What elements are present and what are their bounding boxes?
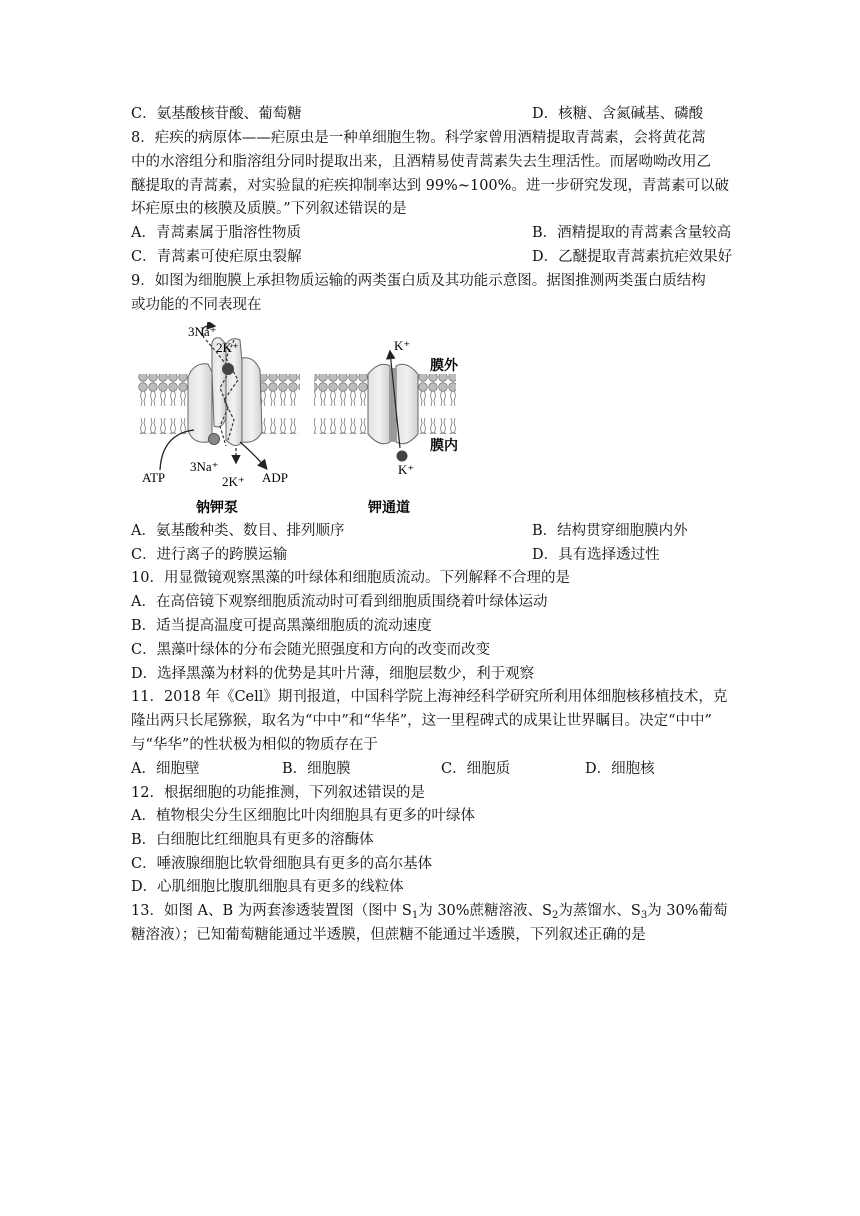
channel-caption: 钾通道 [368, 500, 410, 516]
pump-bottom-k-label: 2K⁺ [222, 474, 245, 489]
q8-option-b: B．酒精提取的青蒿素含量较高 [532, 225, 732, 241]
q8-stem-line-1: 8．疟疾的病原体——疟原虫是一种单细胞生物。科学家曾用酒精提取青蒿素，会将黄花蒿 [131, 130, 706, 146]
q8-stem-line-2: 中的水溶组分和脂溶组分同时提取出来，且酒精易使青蒿素失去生理活性。而屠呦呦改用乙 [131, 154, 711, 170]
q8-stem-line-4: 坏疟原虫的核膜及质膜。”下列叙述错误的是 [131, 201, 407, 217]
q12-option-b: B．白细胞比红细胞具有更多的溶酶体 [131, 832, 374, 848]
q10-stem: 10．用显微镜观察黑藻的叶绿体和细胞质流动。下列解释不合理的是 [131, 570, 570, 586]
q13-stem-line-2: 糖溶液）；已知葡萄糖能通过半透膜，但蔗糖不能通过半透膜，下列叙述正确的是 [131, 927, 646, 943]
q11-option-b: B．细胞膜 [282, 761, 351, 777]
q9-option-d: D．具有选择透过性 [532, 547, 660, 563]
q8-option-c: C．青蒿素可使疟原虫裂解 [131, 249, 302, 265]
q12-option-d: D．心肌细胞比腹肌细胞具有更多的线粒体 [131, 879, 404, 895]
q9-options-row-2 [131, 545, 660, 565]
outside-label: 膜外 [430, 358, 458, 374]
adp-label: ADP [262, 470, 289, 485]
pump-top-na-label: 3Na⁺ [188, 324, 217, 339]
q9-options-row-1 [131, 521, 688, 541]
potassium-ion-icon [222, 363, 234, 375]
q13-stem-line-1: 13．如图 A、B 为两套渗透装置图（图中 $S_1$为 30%蔗糖溶液、$S_2$为蒸馏水、$S_3$为 30%葡萄 [131, 903, 728, 921]
q10-option-c: C．黑藻叶绿体的分布会随光照强度和方向的改变而改变 [131, 642, 491, 658]
q10-option-d: D．选择黑藻为材料的优势是其叶片薄，细胞层数少，利于观察 [131, 666, 535, 682]
channel-potassium-ion-icon [397, 451, 408, 462]
lipid-bilayer-left-inner [260, 374, 300, 434]
sodium-ion-icon [209, 434, 220, 445]
membrane-diagram [128, 322, 488, 518]
pump-top-k-label: 2K⁺ [216, 340, 239, 355]
q11-option-a: A．细胞壁 [131, 761, 200, 777]
lipid-bilayer-right-outer [314, 374, 368, 434]
lipid-bilayer-left-outer [138, 374, 196, 434]
q12-stem: 12．根据细胞的功能推测，下列叙述错误的是 [131, 785, 425, 801]
pump-bottom-na-label: 3Na⁺ [190, 459, 219, 474]
q11-option-d: D．细胞核 [585, 761, 655, 777]
q11-options-row [131, 759, 655, 779]
q11-stem-line-1: 11．2018 年《Cell》期刊报道，中国科学院上海神经科学研究所利用体细胞核移植技术，克 [131, 689, 728, 705]
inside-label: 膜内 [430, 438, 458, 454]
membrane-transport-figure [128, 322, 488, 518]
q7-option-d: D．核糖、含氮碱基、磷酸 [532, 106, 704, 122]
q8-option-d: D．乙醚提取青蒿素抗疟效果好 [532, 249, 733, 265]
q9-stem-line-2: 或功能的不同表现在 [131, 297, 262, 313]
lipid-bilayer-right-inner [416, 374, 456, 434]
q11-stem-line-3: 与“华华”的性状极为相似的物质存在于 [131, 737, 378, 753]
q10-option-a: A．在高倍镜下观察细胞质流动时可看到细胞质围绕着叶绿体运动 [131, 594, 548, 610]
pump-caption: 钠钾泵 [196, 500, 238, 516]
adp-arrow [240, 442, 266, 468]
q12-option-a: A．植物根尖分生区细胞比叶肉细胞具有更多的叶绿体 [131, 808, 475, 824]
q9-option-a: A．氨基酸种类、数目、排列顺序 [131, 523, 345, 539]
atp-curve [160, 430, 194, 470]
channel-top-k-label: K⁺ [394, 338, 411, 353]
q10-option-b: B．适当提高温度可提高黑藻细胞质的流动速度 [131, 618, 432, 634]
q9-option-b: B．结构贯穿细胞膜内外 [532, 523, 688, 539]
channel-bottom-k-label: K⁺ [398, 462, 415, 477]
q8-options-row-2 [131, 247, 733, 267]
q7-options-row [131, 104, 704, 124]
q11-stem-line-2: 隆出两只长尾猕猴，取名为“中中”和“华华”，这一里程碑式的成果让世界瞩目。决定“中中” [131, 713, 712, 729]
q11-option-c: C．细胞质 [441, 761, 511, 777]
q7-option-c: C．氨基酸核苷酸、葡萄糖 [131, 106, 302, 122]
q8-options-row-1 [131, 223, 732, 243]
atp-label: ATP [142, 470, 166, 485]
q9-stem-line-1: 9．如图为细胞膜上承担物质运输的两类蛋白质及其功能示意图。据图推测两类蛋白质结构 [131, 273, 706, 289]
q8-option-a: A．青蒿素属于脂溶性物质 [131, 225, 301, 241]
q9-option-c: C．进行离子的跨膜运输 [131, 547, 288, 563]
q8-stem-line-3: 醚提取的青蒿素，对实验鼠的疟疾抑制率达到 99%~100%。进一步研究发现，青蒿素可以破 [131, 178, 729, 194]
q12-option-c: C．唾液腺细胞比软骨细胞具有更多的高尔基体 [131, 856, 433, 872]
